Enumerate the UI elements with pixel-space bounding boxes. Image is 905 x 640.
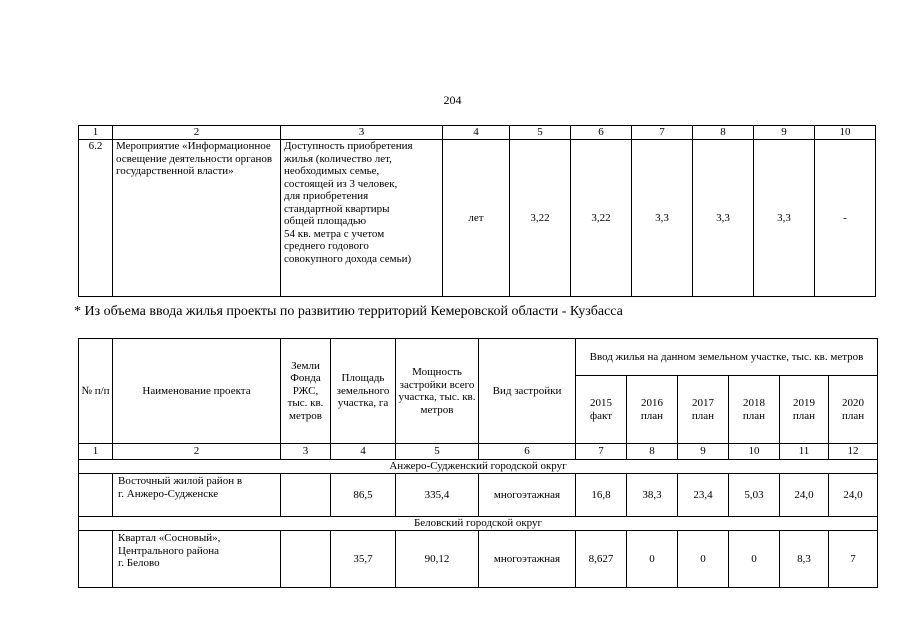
capacity-value: 90,12	[396, 531, 479, 588]
column-number: 2	[113, 444, 281, 460]
row-number	[79, 474, 113, 517]
column-number: 5	[396, 444, 479, 460]
header-intro: Ввод жилья на данном земельном участке, тыс. кв. метров	[576, 339, 878, 376]
group-title: Анжеро-Судженский городской округ	[79, 460, 878, 474]
table1-header-cell: 6	[571, 126, 632, 140]
column-number: 3	[281, 444, 331, 460]
table-row	[79, 531, 878, 588]
project-name: Квартал «Сосновый», Центрального района г. Белово	[113, 531, 281, 588]
table1-header-cell: 4	[443, 126, 510, 140]
row-number	[79, 531, 113, 588]
value-cell: 8,3	[780, 531, 829, 588]
value-cell: 3,3	[632, 140, 693, 297]
header-type: Вид застройки	[479, 339, 576, 444]
value-cell: -	[815, 140, 876, 297]
column-number: 8	[627, 444, 678, 460]
value-cell: 3,22	[510, 140, 571, 297]
table1-header-cell: 3	[281, 126, 443, 140]
group-title: Беловский городской округ	[79, 517, 878, 531]
type-value: многоэтажная	[479, 474, 576, 517]
land-value	[281, 474, 331, 517]
value-cell: 5,03	[729, 474, 780, 517]
value-cell: 7	[829, 531, 878, 588]
year-header: 2016 план	[627, 376, 678, 444]
column-number: 4	[331, 444, 396, 460]
value-cell: 0	[729, 531, 780, 588]
table1-header-row	[79, 126, 876, 140]
value-cell: 0	[678, 531, 729, 588]
event-name: Мероприятие «Информационное освещение деятельности органов государственной власти»	[113, 140, 281, 297]
header-land: Земли Фонда РЖС, тыс. кв. метров	[281, 339, 331, 444]
table1-header-cell: 10	[815, 126, 876, 140]
year-header: 2018 план	[729, 376, 780, 444]
indicator-description: Доступность приобретения жилья (количество лет, необходимых семье, состоящей из 3 человек, для приобретения стандартной квартиры общей площадью 54 кв. метра с учетом среднего годового совокупного дохода семьи)	[281, 140, 443, 297]
page-number: 204	[443, 93, 462, 107]
header-name: Наименование проекта	[113, 339, 281, 444]
row-number: 6.2	[79, 140, 113, 297]
year-header: 2019 план	[780, 376, 829, 444]
project-name: Восточный жилой район в г. Анжеро-Судженске	[113, 474, 281, 517]
area-value: 86,5	[331, 474, 396, 517]
table-row	[79, 474, 878, 517]
header-capacity: Мощность застройки всего участка, тыс. кв. метров	[396, 339, 479, 444]
value-cell: 0	[627, 531, 678, 588]
land-value	[281, 531, 331, 588]
unit: лет	[443, 140, 510, 297]
table1-header-cell: 7	[632, 126, 693, 140]
year-header: 2015 факт	[576, 376, 627, 444]
value-cell: 3,3	[754, 140, 815, 297]
table-row	[79, 140, 876, 297]
value-cell: 38,3	[627, 474, 678, 517]
value-cell: 23,4	[678, 474, 729, 517]
header-num: № п/п	[79, 339, 113, 444]
column-number: 6	[479, 444, 576, 460]
table2-header-row	[79, 339, 878, 376]
column-number: 1	[79, 444, 113, 460]
table1-header-cell: 8	[693, 126, 754, 140]
column-numbers-row	[79, 444, 878, 460]
column-number: 12	[829, 444, 878, 460]
group-row	[79, 460, 878, 474]
year-header: 2020 план	[829, 376, 878, 444]
year-header: 2017 план	[678, 376, 729, 444]
table1-header-cell: 5	[510, 126, 571, 140]
value-cell: 3,3	[693, 140, 754, 297]
indicator-table	[78, 125, 876, 297]
header-area: Площадь земельного участка, га	[331, 339, 396, 444]
table1-header-cell: 9	[754, 126, 815, 140]
column-number: 11	[780, 444, 829, 460]
value-cell: 3,22	[571, 140, 632, 297]
value-cell: 24,0	[780, 474, 829, 517]
column-number: 10	[729, 444, 780, 460]
capacity-value: 335,4	[396, 474, 479, 517]
column-number: 9	[678, 444, 729, 460]
type-value: многоэтажная	[479, 531, 576, 588]
table1-header-cell: 1	[79, 126, 113, 140]
value-cell: 8,627	[576, 531, 627, 588]
footnote: * Из объема ввода жилья проекты по развитию территорий Кемеровской области - Кузбасса	[74, 304, 623, 319]
projects-table	[78, 338, 878, 588]
area-value: 35,7	[331, 531, 396, 588]
group-row	[79, 517, 878, 531]
value-cell: 16,8	[576, 474, 627, 517]
column-number: 7	[576, 444, 627, 460]
table1-header-cell: 2	[113, 126, 281, 140]
value-cell: 24,0	[829, 474, 878, 517]
